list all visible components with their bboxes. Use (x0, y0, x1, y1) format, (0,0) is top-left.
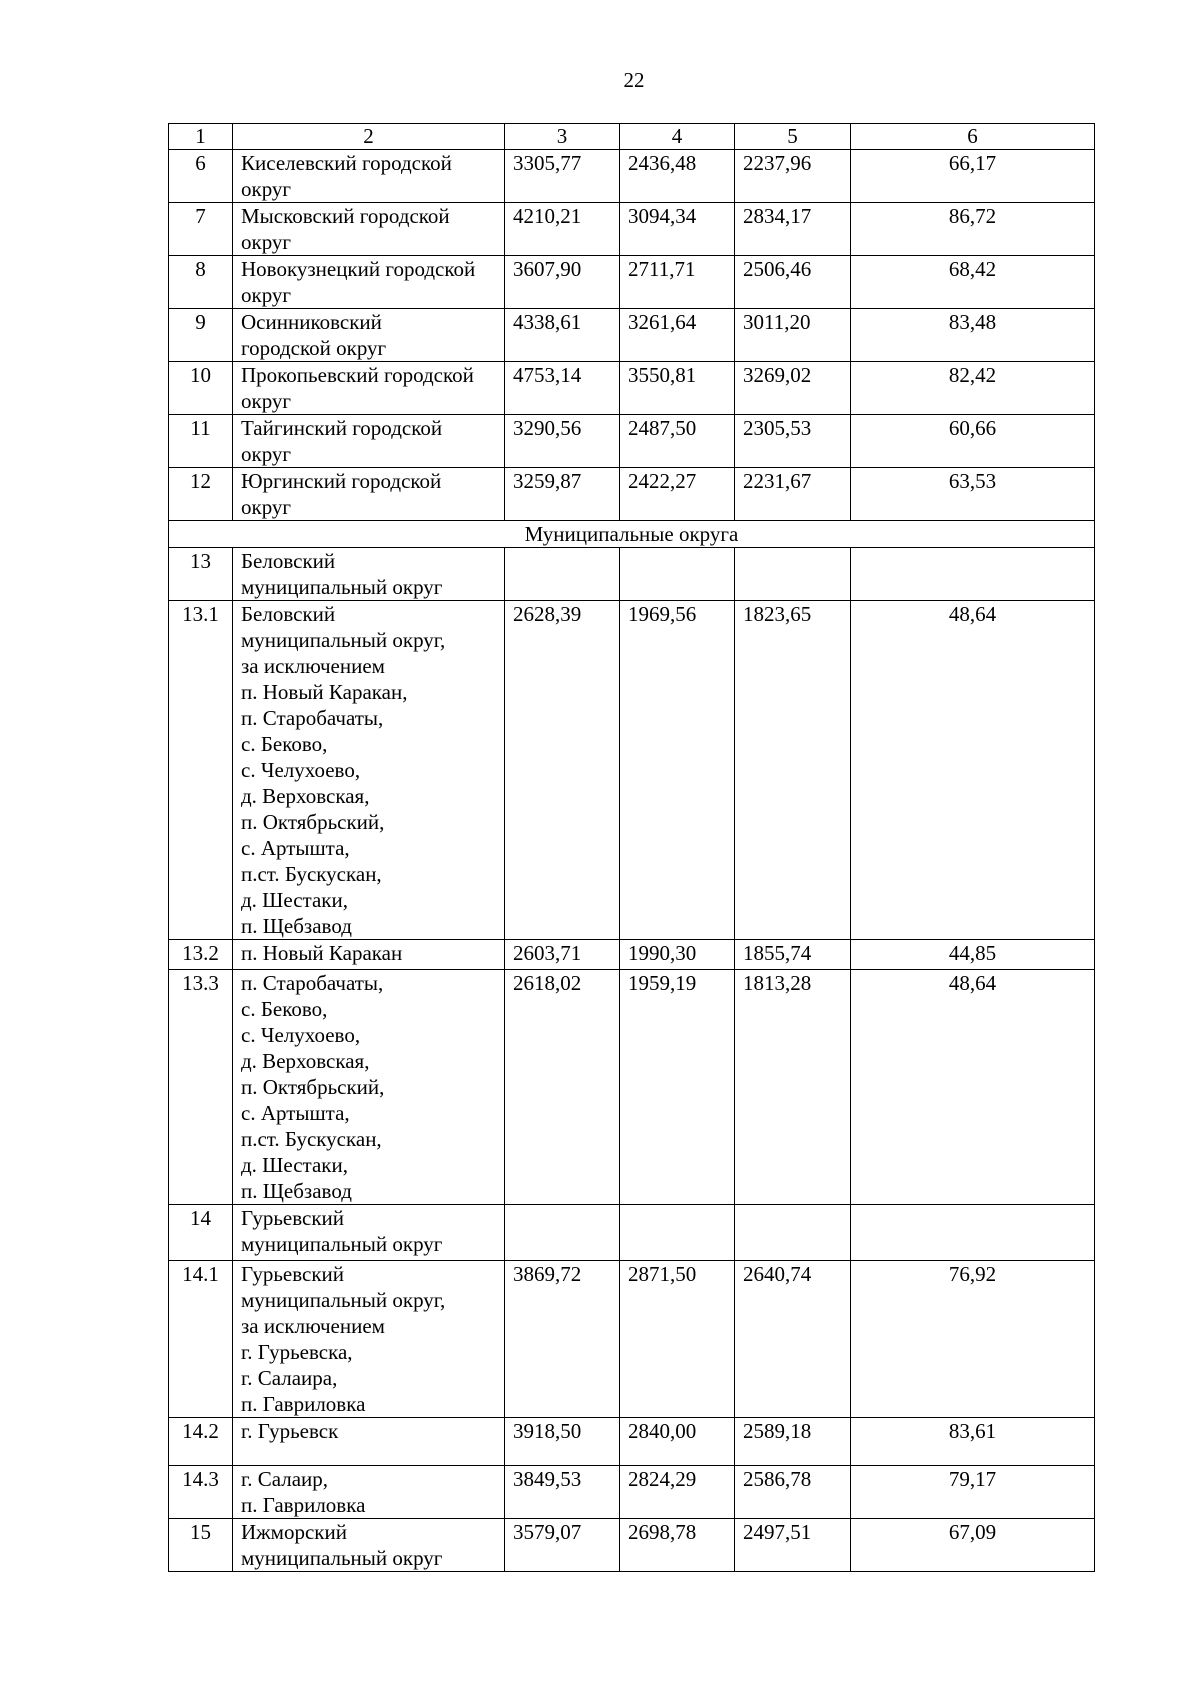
value-col-4: 1959,19 (620, 970, 735, 1205)
table-row (169, 1418, 1095, 1466)
table-row (169, 362, 1095, 415)
data-table (168, 123, 1095, 1572)
table-row (169, 601, 1095, 940)
value-col-6 (851, 548, 1095, 601)
row-number: 15 (169, 1519, 233, 1572)
value-col-4: 3261,64 (620, 309, 735, 362)
value-col-6: 86,72 (851, 203, 1095, 256)
value-col-5: 2497,51 (735, 1519, 851, 1572)
territory-name: Беловский муниципальный округ (233, 548, 505, 601)
value-col-6: 66,17 (851, 150, 1095, 203)
table-row (169, 203, 1095, 256)
value-col-6: 48,64 (851, 601, 1095, 940)
value-col-6: 48,64 (851, 970, 1095, 1205)
row-number: 14 (169, 1205, 233, 1261)
value-col-3: 3869,72 (505, 1261, 620, 1418)
territory-name: Мысковский городской округ (233, 203, 505, 256)
value-col-3: 3579,07 (505, 1519, 620, 1572)
value-col-3: 3305,77 (505, 150, 620, 203)
territory-name: Киселевский городской округ (233, 150, 505, 203)
row-number: 6 (169, 150, 233, 203)
column-header: 2 (233, 124, 505, 150)
value-col-4 (620, 548, 735, 601)
value-col-6: 63,53 (851, 468, 1095, 521)
value-col-6: 68,42 (851, 256, 1095, 309)
value-col-6 (851, 1205, 1095, 1261)
territory-name: Гурьевский муниципальный округ, за исключением г. Гурьевска, г. Салаира, п. Гавриловка (233, 1261, 505, 1418)
territory-name: Гурьевский муниципальный округ (233, 1205, 505, 1261)
value-col-4: 3094,34 (620, 203, 735, 256)
table-row (169, 415, 1095, 468)
territory-name: Ижморский муниципальный округ (233, 1519, 505, 1572)
column-header: 3 (505, 124, 620, 150)
row-number: 13.2 (169, 940, 233, 970)
column-header: 6 (851, 124, 1095, 150)
row-number: 11 (169, 415, 233, 468)
row-number: 14.2 (169, 1418, 233, 1466)
value-col-3: 3290,56 (505, 415, 620, 468)
territory-name: п. Старобачаты, с. Беково, с. Челухоево, д. Верховская, п. Октябрьский, с. Артышта, п.ст. Бускускан, д. Шестаки, п. Щебзавод (233, 970, 505, 1205)
value-col-6: 83,61 (851, 1418, 1095, 1466)
value-col-5: 1823,65 (735, 601, 851, 940)
value-col-5: 2506,46 (735, 256, 851, 309)
value-col-4 (620, 1205, 735, 1261)
value-col-5: 2640,74 (735, 1261, 851, 1418)
value-col-6: 60,66 (851, 415, 1095, 468)
table-header-row (169, 124, 1095, 150)
value-col-3: 4753,14 (505, 362, 620, 415)
value-col-6: 76,92 (851, 1261, 1095, 1418)
table-row (169, 468, 1095, 521)
table-row (169, 1466, 1095, 1519)
territory-name: г. Гурьевск (233, 1418, 505, 1466)
value-col-4: 1969,56 (620, 601, 735, 940)
table-row (169, 150, 1095, 203)
table-row (169, 548, 1095, 601)
value-col-4: 1990,30 (620, 940, 735, 970)
value-col-6: 67,09 (851, 1519, 1095, 1572)
value-col-5: 2231,67 (735, 468, 851, 521)
row-number: 12 (169, 468, 233, 521)
territory-name: Юргинский городской округ (233, 468, 505, 521)
row-number: 10 (169, 362, 233, 415)
row-number: 7 (169, 203, 233, 256)
row-number: 13.3 (169, 970, 233, 1205)
value-col-3: 2603,71 (505, 940, 620, 970)
table-body (169, 150, 1095, 1572)
value-col-3 (505, 548, 620, 601)
value-col-4: 2698,78 (620, 1519, 735, 1572)
value-col-4: 2422,27 (620, 468, 735, 521)
value-col-5: 2586,78 (735, 1466, 851, 1519)
territory-name: Беловский муниципальный округ, за исключением п. Новый Каракан, п. Старобачаты, с. Беково, с. Челухоево, д. Верховская, п. Октябрьский, с. Артышта, п.ст. Бускускан, д. Шестаки, п. Щебзавод (233, 601, 505, 940)
value-col-4: 2840,00 (620, 1418, 735, 1466)
value-col-5: 2834,17 (735, 203, 851, 256)
value-col-3: 3849,53 (505, 1466, 620, 1519)
value-col-5 (735, 548, 851, 601)
territory-name: Новокузнецкий городской округ (233, 256, 505, 309)
value-col-3: 2618,02 (505, 970, 620, 1205)
value-col-4: 2824,29 (620, 1466, 735, 1519)
value-col-3 (505, 1205, 620, 1261)
column-header: 5 (735, 124, 851, 150)
page-number: 22 (623, 68, 645, 92)
territory-name: Прокопьевский городской округ (233, 362, 505, 415)
table-row (169, 1519, 1095, 1572)
value-col-4: 3550,81 (620, 362, 735, 415)
value-col-5: 2589,18 (735, 1418, 851, 1466)
value-col-6: 83,48 (851, 309, 1095, 362)
row-number: 9 (169, 309, 233, 362)
territory-name: Осинниковский городской округ (233, 309, 505, 362)
table-row (169, 1205, 1095, 1261)
value-col-5 (735, 1205, 851, 1261)
value-col-5: 1855,74 (735, 940, 851, 970)
value-col-3: 3259,87 (505, 468, 620, 521)
value-col-4: 2436,48 (620, 150, 735, 203)
value-col-5: 1813,28 (735, 970, 851, 1205)
value-col-4: 2487,50 (620, 415, 735, 468)
value-col-3: 3918,50 (505, 1418, 620, 1466)
value-col-4: 2711,71 (620, 256, 735, 309)
row-number: 13.1 (169, 601, 233, 940)
column-header: 4 (620, 124, 735, 150)
value-col-3: 2628,39 (505, 601, 620, 940)
section-title: Муниципальные округа (169, 521, 1095, 548)
value-col-5: 2237,96 (735, 150, 851, 203)
row-number: 14.1 (169, 1261, 233, 1418)
value-col-3: 3607,90 (505, 256, 620, 309)
territory-name: Тайгинский городской округ (233, 415, 505, 468)
value-col-6: 79,17 (851, 1466, 1095, 1519)
table-row (169, 309, 1095, 362)
territory-name: г. Салаир, п. Гавриловка (233, 1466, 505, 1519)
table-row (169, 1261, 1095, 1418)
value-col-3: 4338,61 (505, 309, 620, 362)
table-row (169, 940, 1095, 970)
value-col-5: 3011,20 (735, 309, 851, 362)
column-header: 1 (169, 124, 233, 150)
value-col-4: 2871,50 (620, 1261, 735, 1418)
value-col-5: 3269,02 (735, 362, 851, 415)
section-row (169, 521, 1095, 548)
value-col-6: 82,42 (851, 362, 1095, 415)
row-number: 8 (169, 256, 233, 309)
value-col-5: 2305,53 (735, 415, 851, 468)
territory-name: п. Новый Каракан (233, 940, 505, 970)
table-row (169, 970, 1095, 1205)
value-col-6: 44,85 (851, 940, 1095, 970)
row-number: 13 (169, 548, 233, 601)
row-number: 14.3 (169, 1466, 233, 1519)
value-col-3: 4210,21 (505, 203, 620, 256)
table-row (169, 256, 1095, 309)
